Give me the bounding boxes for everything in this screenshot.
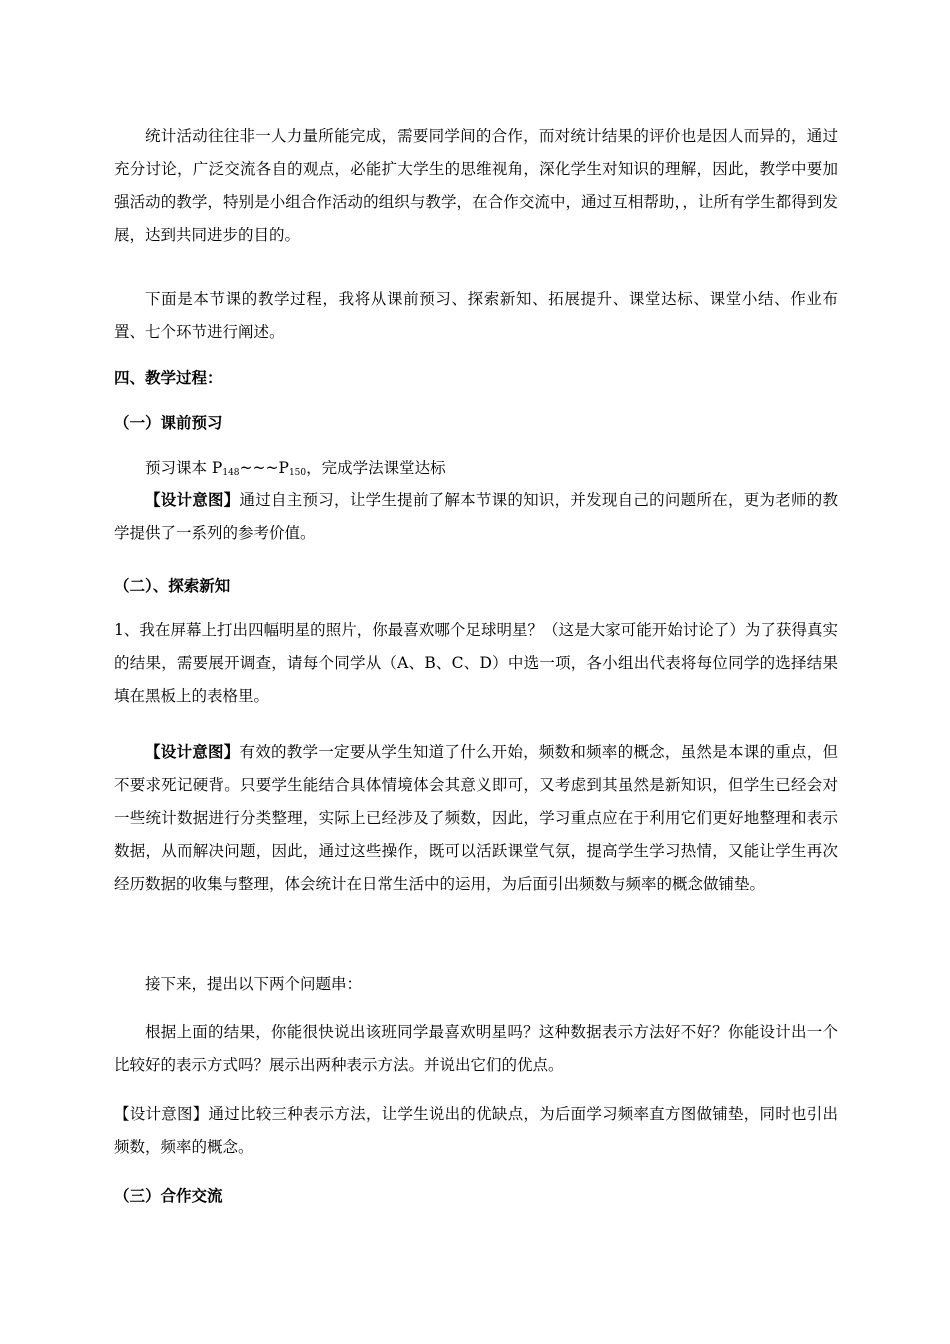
preview-prefix: 预习课本 P [145, 459, 223, 477]
subheading-preview: （一）课前预习 [114, 414, 223, 432]
preview-page-end: 150 [288, 468, 307, 478]
paragraph-questions: 根据上面的结果，你能很快说出该班同学最喜欢明星吗？这种数据表示方法好不好？你能设计出一个比较好的表示方式吗？展示出两种表示方法。并说出它们的优点。 [114, 1023, 838, 1074]
design-intent-label: 【设计意图】 [114, 1105, 209, 1123]
design-intent-text: 有效的教学一定要从学生知道了什么开始，频数和频率的概念，虽然是本课的重点，但不要求死记硬背。只要学生能结合具体情境体会其意义即可，又考虑到其虽然是新知识，但学生已经会对一些统计数据进行分类整理，实际上已经涉及了频数，因此，学习重点应在于利用它们更好地整理和表示数据，从而解决问题，因此，通过这些操作，既可以活跃课堂气氛，提高学生学习热情，又能让学生再次经历数据的收集与整理，体会统计在日常生活中的运用，为后面引出频数与频率的概念做铺垫。 [114, 743, 838, 893]
paragraph-cooperation: 统计活动往往非一人力量所能完成，需要同学间的合作，而对统计结果的评价也是因人而异的，通过充分讨论，广泛交流各自的观点，必能扩大学生的思维视角，深化学生对知识的理解，因此，教学中要加强活动的教学，特别是小组合作活动的组织与教学，在合作交流中，通过互相帮助，，让所有学生都得到发展，达到共同进步的目的。 [114, 127, 838, 244]
design-intent-label: 【设计意图】 [145, 743, 240, 761]
paragraph-activity-1: 1、我在屏幕上打出四幅明星的照片，你最喜欢哪个足球明星？（这是大家可能开始讨论了）为了获得真实的结果，需要展开调查，请每个同学从（A、B、C、D）中选一项，各小组出代表将每位同学的选择结果填在黑板上的表格里。 [114, 621, 838, 705]
design-intent-text: 通过比较三种表示方法，让学生说出的优缺点，为后面学习频率直方图做铺垫，同时也引出频数，频率的概念。 [114, 1105, 838, 1156]
design-intent-1 [114, 484, 838, 550]
preview-instruction [145, 457, 838, 484]
preview-mid: ~~~P [239, 459, 289, 477]
section-heading-teaching-process: 四、教学过程： [114, 369, 223, 387]
design-intent-text: 通过自主预习，让学生提前了解本节课的知识，并发现自己的问题所在，更为老师的教学提供了一系列的参考价值。 [114, 491, 838, 542]
design-intent-2 [114, 736, 838, 901]
design-intent-label: 【设计意图】 [145, 491, 240, 509]
paragraph-question-series: 接下来，提出以下两个问题串： [145, 975, 363, 993]
subheading-cooperation: （三）合作交流 [114, 1187, 223, 1205]
design-intent-3 [114, 1098, 838, 1164]
preview-suffix: ，完成学法课堂达标 [306, 459, 446, 477]
paragraph-process-overview: 下面是本节课的教学过程，我将从课前预习、探索新知、拓展提升、课堂达标、课堂小结、作业布置、七个环节进行阐述。 [114, 290, 838, 341]
preview-page-start: 148 [222, 468, 240, 478]
subheading-explore: （二）、探索新知 [114, 577, 231, 595]
